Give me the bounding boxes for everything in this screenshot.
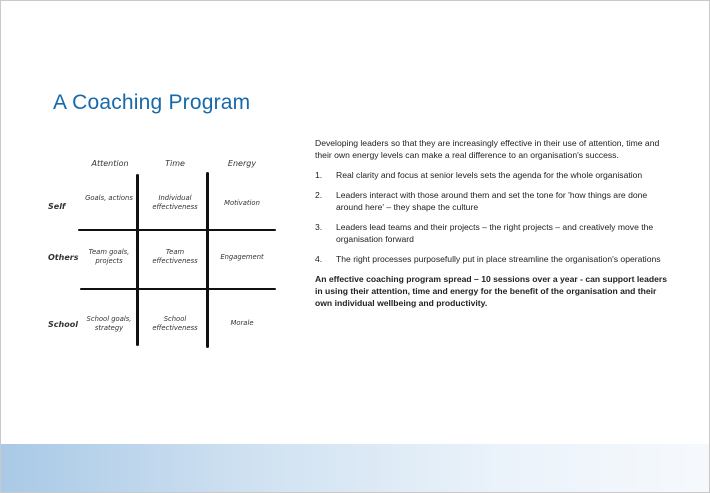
list-item-text: The right processes purposefully put in place streamline the organisation's operations: [336, 254, 661, 264]
list-item-text: Leaders lead teams and their projects – the right projects – and creatively move the organisation forward: [336, 222, 654, 244]
list-item: [315, 189, 673, 213]
key-points-list: [315, 169, 673, 265]
cell-others-time: Team effectiveness: [152, 248, 198, 265]
list-item: [315, 253, 673, 265]
column-header-attention: Attention: [91, 159, 129, 168]
list-item-number: 2.: [315, 190, 323, 200]
coaching-matrix: [40, 150, 280, 350]
cell-self-attention: Goals, actions: [85, 194, 133, 202]
grid-line-horizontal-1: [78, 229, 276, 231]
grid-line-vertical-2: [206, 172, 209, 348]
cell-school-attention: School goals, strategy: [86, 315, 132, 332]
cell-school-energy: Morale: [230, 319, 254, 327]
column-header-time: Time: [165, 159, 185, 168]
row-header-others: Others: [48, 253, 79, 262]
cell-self-energy: Motivation: [224, 199, 260, 207]
list-item-number: 4.: [315, 254, 323, 264]
cell-school-time: School effectiveness: [152, 315, 198, 332]
footer-gradient-band: [1, 444, 709, 492]
slide-title: A Coaching Program: [53, 91, 251, 114]
grid-line-horizontal-2: [80, 288, 276, 290]
row-header-school: School: [48, 320, 78, 329]
list-item-number: 3.: [315, 222, 323, 232]
row-header-self: Self: [48, 202, 66, 211]
cell-self-time: Individual effectiveness: [152, 194, 198, 211]
cell-others-energy: Engagement: [220, 253, 264, 261]
list-item: [315, 169, 673, 181]
list-item: [315, 221, 673, 245]
column-header-energy: Energy: [227, 159, 257, 168]
program-description: [315, 137, 673, 317]
closing-paragraph: An effective coaching program spread – 10 sessions over a year - can support leaders in using their attention, time and energy for the benefit of the organisation and their own individual wellbeing and productivity.: [315, 274, 668, 308]
list-item-text: Real clarity and focus at senior levels sets the agenda for the whole organisation: [336, 170, 643, 180]
intro-paragraph: Developing leaders so that they are increasingly effective in their use of attention, time and their own energy levels can make a real difference to an organisation's success.: [315, 138, 660, 160]
list-item-number: 1.: [315, 170, 323, 180]
list-item-text: Leaders interact with those around them and set the tone for 'how things are done around here' – they shape the culture: [336, 190, 648, 212]
cell-others-attention: Team goals, projects: [88, 248, 130, 265]
